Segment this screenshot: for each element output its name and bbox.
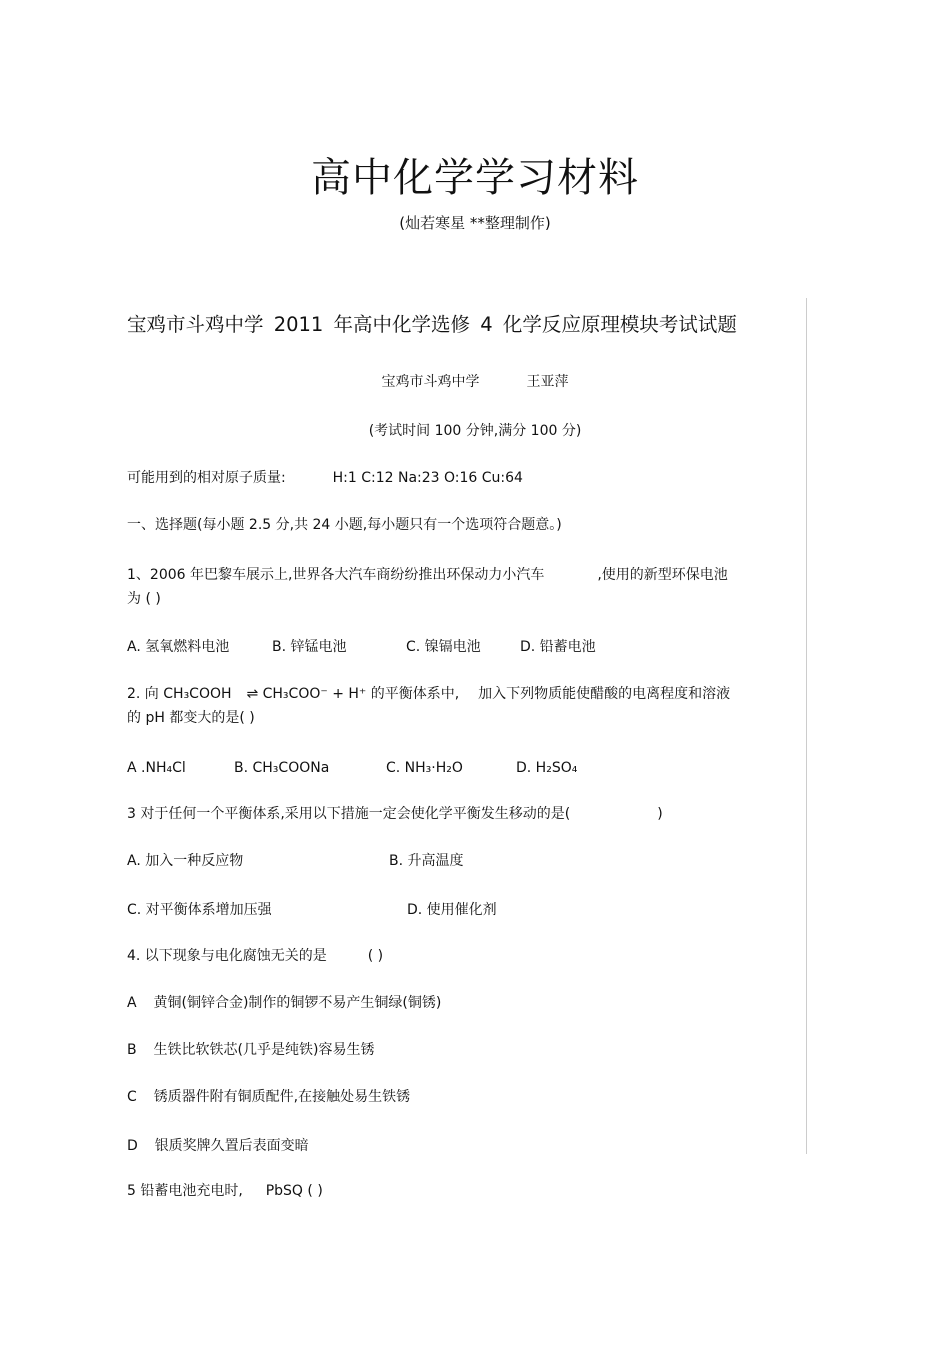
q4-stem: 4. 以下现象与电化腐蚀无关的是	[127, 948, 327, 964]
q2-stem-end: 加入下列物质能使醋酸的电离程度和溶液	[478, 686, 731, 702]
page-subtitle: (灿若寒星 **整理制作)	[399, 214, 551, 232]
q2-prefix: 2. 向	[127, 686, 159, 702]
q2-stem-line1	[127, 683, 730, 705]
q4-option-a	[127, 992, 441, 1014]
q2-option-d: D. H₂SO₄	[516, 760, 578, 776]
exam-byline	[0, 371, 950, 393]
q3-option-c: C. 对平衡体系增加压强	[127, 902, 272, 918]
atomic-mass-line	[127, 467, 523, 489]
q4-option-d-text: 银质奖牌久置后表面变暗	[154, 1138, 309, 1154]
q2-option-c: C. NH₃·H₂O	[386, 760, 463, 776]
q4-option-c	[127, 1086, 410, 1108]
q5-formula: PbSQ	[265, 1183, 303, 1199]
q3-option-d: D. 使用催化剂	[407, 902, 497, 918]
q2-eq-product: CH₃COO⁻	[262, 686, 328, 702]
q4-option-d-letter: D	[127, 1138, 138, 1154]
q5-stem: 5 铅蓄电池充电时,	[127, 1183, 243, 1199]
q1-option-d: D. 铅蓄电池	[520, 639, 596, 655]
atomic-mass-label: 可能用到的相对原子质量:	[127, 470, 286, 486]
q5-paren: ( )	[307, 1183, 323, 1199]
author-name: 王亚萍	[526, 374, 569, 390]
q2-eq-plus: + H⁺	[332, 686, 367, 702]
q4-option-b	[127, 1039, 374, 1061]
q1-stem: 1、2006 年巴黎车展示上,世界各大汽车商纷纷推出环保动力小汽车	[127, 567, 545, 583]
section-heading: 一、选择题(每小题 2.5 分,共 24 小题,每小题只有一个选项符合题意。)	[127, 517, 562, 533]
q2-stem-mid: 的平衡体系中,	[370, 686, 460, 702]
exam-time-info: (考试时间 100 分钟,满分 100 分)	[368, 423, 582, 439]
q2-option-a: A .NH₄Cl	[127, 760, 186, 776]
q4-option-a-text: 黄铜(铜锌合金)制作的铜锣不易产生铜绿(铜锈)	[153, 995, 442, 1011]
q5-stem-line	[127, 1180, 323, 1202]
q4-option-b-letter: B	[127, 1042, 137, 1058]
q1-option-a: A. 氢氧燃料电池	[127, 639, 230, 655]
q1-option-b: B. 锌锰电池	[272, 639, 347, 655]
q1-stem-line1	[127, 564, 728, 586]
q3-stem: 3 对于任何一个平衡体系,采用以下措施一定会使化学平衡发生移动的是(	[127, 806, 571, 822]
school-name: 宝鸡市斗鸡中学	[381, 374, 480, 390]
q4-stem-line	[127, 945, 383, 967]
exam-title: 宝鸡市斗鸡中学 2011 年高中化学选修 4 化学反应原理模块考试试题	[127, 313, 737, 336]
q1-stem-end: ,使用的新型环保电池	[597, 567, 728, 583]
q1-option-c: C. 镍镉电池	[406, 639, 481, 655]
q4-option-b-text: 生铁比软铁芯(几乎是纯铁)容易生锈	[153, 1042, 375, 1058]
q1-stem-line2: 为 ( )	[127, 591, 161, 607]
q2-option-b: B. CH₃COONa	[234, 760, 330, 776]
q3-stem-line	[127, 803, 663, 825]
q4-option-d	[127, 1135, 309, 1157]
q3-option-a: A. 加入一种反应物	[127, 853, 244, 869]
q4-option-c-text: 锈质器件附有铜质配件,在接触处易生铁锈	[153, 1089, 411, 1105]
q3-option-b: B. 升高温度	[389, 853, 464, 869]
q2-eq-reactant: CH₃COOH	[163, 686, 232, 702]
q4-paren: ( )	[367, 948, 384, 964]
q3-stem-close: )	[657, 806, 663, 822]
page-title: 高中化学学习材料	[311, 155, 639, 201]
q4-option-a-letter: A	[127, 995, 137, 1011]
q2-eq-arrow: ⇌	[246, 686, 259, 702]
atomic-mass-values: H:1 C:12 Na:23 O:16 Cu:64	[332, 470, 523, 486]
q4-option-c-letter: C	[127, 1089, 137, 1105]
q2-stem-line2: 的 pH 都变大的是( )	[127, 710, 255, 726]
